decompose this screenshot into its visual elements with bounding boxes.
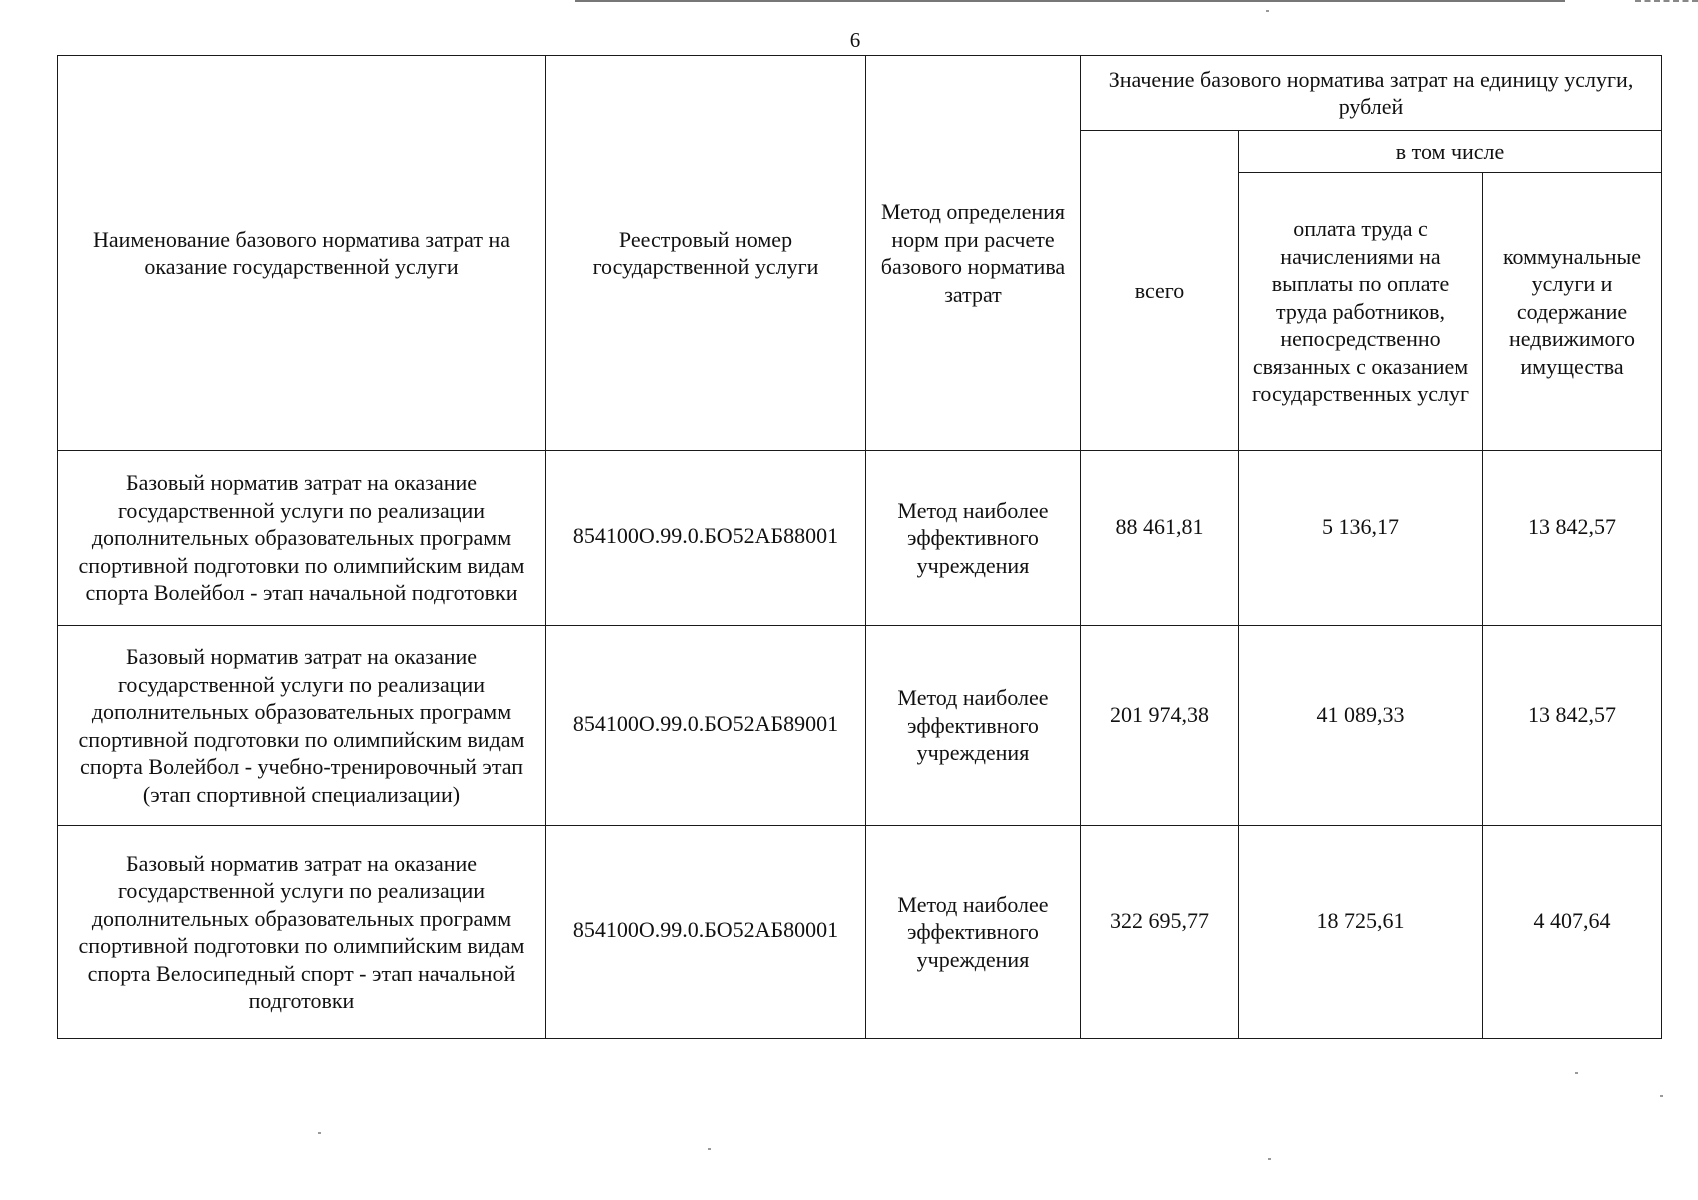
scan-speck (1660, 1095, 1663, 1097)
header-utilities: коммунальные услуги и содержание недвижимого имущества (1483, 173, 1662, 451)
header-name: Наименование базового норматива затрат на оказание государственной услуги (58, 56, 546, 451)
cell-registry-number: 854100О.99.0.БО52АБ88001 (546, 451, 866, 626)
scan-speck (1268, 1158, 1271, 1160)
table-row (58, 826, 1662, 1039)
cell-name: Базовый норматив затрат на оказание государственной услуги по реализации дополнительных образовательных программ спортивной подготовки по олимпийским видам спорта Волейбол - этап начальной подготовки (58, 451, 546, 626)
scan-speck (1266, 10, 1269, 12)
cell-total: 322 695,77 (1081, 826, 1239, 1039)
cell-name: Базовый норматив затрат на оказание государственной услуги по реализации дополнительных образовательных программ спортивной подготовки по олимпийским видам спорта Велосипедный спорт - этап начальной подготовки (58, 826, 546, 1039)
cell-name: Базовый норматив затрат на оказание государственной услуги по реализации дополнительных образовательных программ спортивной подготовки по олимпийским видам спорта Волейбол - учебно-тренировочный этап (этап спортивной специализации) (58, 626, 546, 826)
page-number: 6 (849, 28, 861, 52)
scan-speck (1575, 1072, 1578, 1074)
scan-speck (708, 1148, 711, 1150)
cell-utilities: 13 842,57 (1483, 451, 1662, 626)
cell-utilities: 4 407,64 (1483, 826, 1662, 1039)
header-including: в том числе (1239, 131, 1662, 173)
header-row-1 (58, 56, 1662, 131)
cell-method: Метод наиболее эффективного учреждения (866, 451, 1081, 626)
cell-method: Метод наиболее эффективного учреждения (866, 826, 1081, 1039)
cell-registry-number: 854100О.99.0.БО52АБ80001 (546, 826, 866, 1039)
header-total: всего (1081, 131, 1239, 451)
cell-labor: 18 725,61 (1239, 826, 1483, 1039)
top-rule (575, 0, 1565, 2)
cell-labor: 41 089,33 (1239, 626, 1483, 826)
header-registry-number: Реестровый номер государственной услуги (546, 56, 866, 451)
scan-speck (318, 1132, 321, 1134)
header-value-group: Значение базового норматива затрат на единицу услуги, рублей (1081, 56, 1662, 131)
top-rule-dashed (1635, 0, 1698, 2)
cell-total: 201 974,38 (1081, 626, 1239, 826)
header-method: Метод определения норм при расчете базового норматива затрат (866, 56, 1081, 451)
cell-method: Метод наиболее эффективного учреждения (866, 626, 1081, 826)
cost-norms-table (57, 55, 1662, 1039)
table-row (58, 451, 1662, 626)
table-row (58, 626, 1662, 826)
cell-utilities: 13 842,57 (1483, 626, 1662, 826)
cell-registry-number: 854100О.99.0.БО52АБ89001 (546, 626, 866, 826)
header-labor: оплата труда с начислениями на выплаты по оплате труда работников, непосредственно связанных с оказанием государственных услуг (1239, 173, 1483, 451)
cell-total: 88 461,81 (1081, 451, 1239, 626)
cell-labor: 5 136,17 (1239, 451, 1483, 626)
